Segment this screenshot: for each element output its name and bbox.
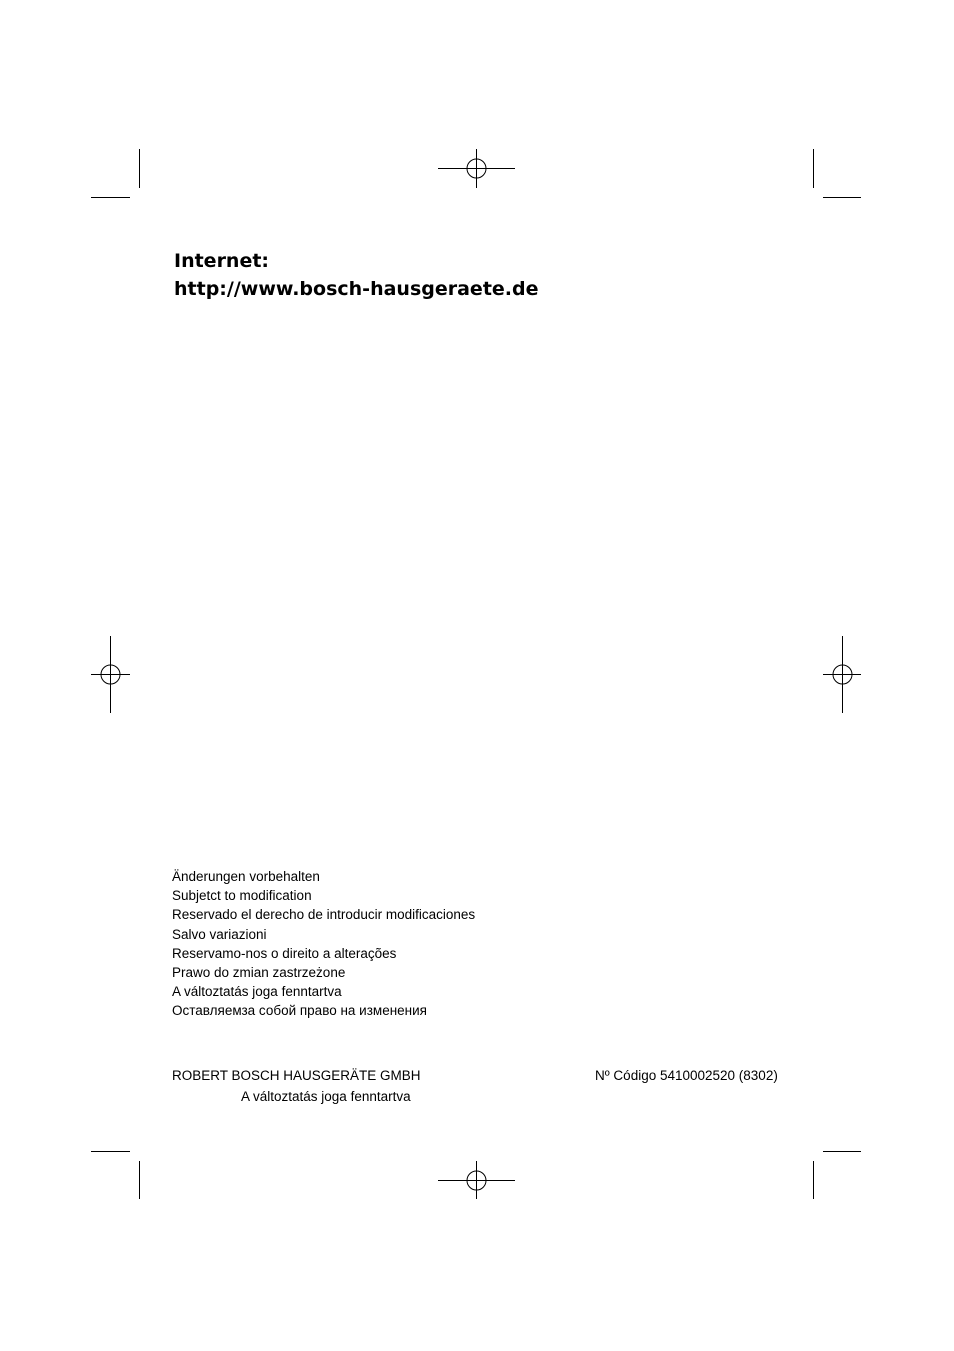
notice-german: Änderungen vorbehalten [172, 869, 320, 884]
registration-mark-top [438, 149, 515, 188]
registration-mark-right [823, 636, 861, 713]
website-url: http://www.bosch-hausgeraete.de [174, 278, 539, 300]
notice-polish: Prawo do zmian zastrzeżone [172, 965, 346, 981]
registration-mark-left [91, 636, 130, 713]
notice-italian: Salvo variazioni [172, 926, 267, 942]
internet-label: Internet: [174, 250, 270, 272]
internet-heading [174, 247, 539, 303]
notice-russian: Оставляемза собой право на изменения [172, 1003, 427, 1019]
company-name: ROBERT BOSCH HAUSGERÄTE GMBH [172, 1068, 421, 1083]
notice-portuguese: Reservamo-nos o direito a alterações [172, 945, 397, 961]
footer-notice: A változtatás joga fenntartva [241, 1089, 411, 1104]
notice-english: Subjetct to modification [172, 888, 312, 904]
notice-hungarian: A változtatás joga fenntartva [172, 984, 342, 1000]
registration-mark-bottom [438, 1161, 515, 1199]
notice-spanish: Reservado el derecho de introducir modificaciones [172, 907, 476, 923]
product-code: Nº Código 5410002520 (8302) [595, 1068, 778, 1083]
modification-notices [172, 867, 475, 1021]
